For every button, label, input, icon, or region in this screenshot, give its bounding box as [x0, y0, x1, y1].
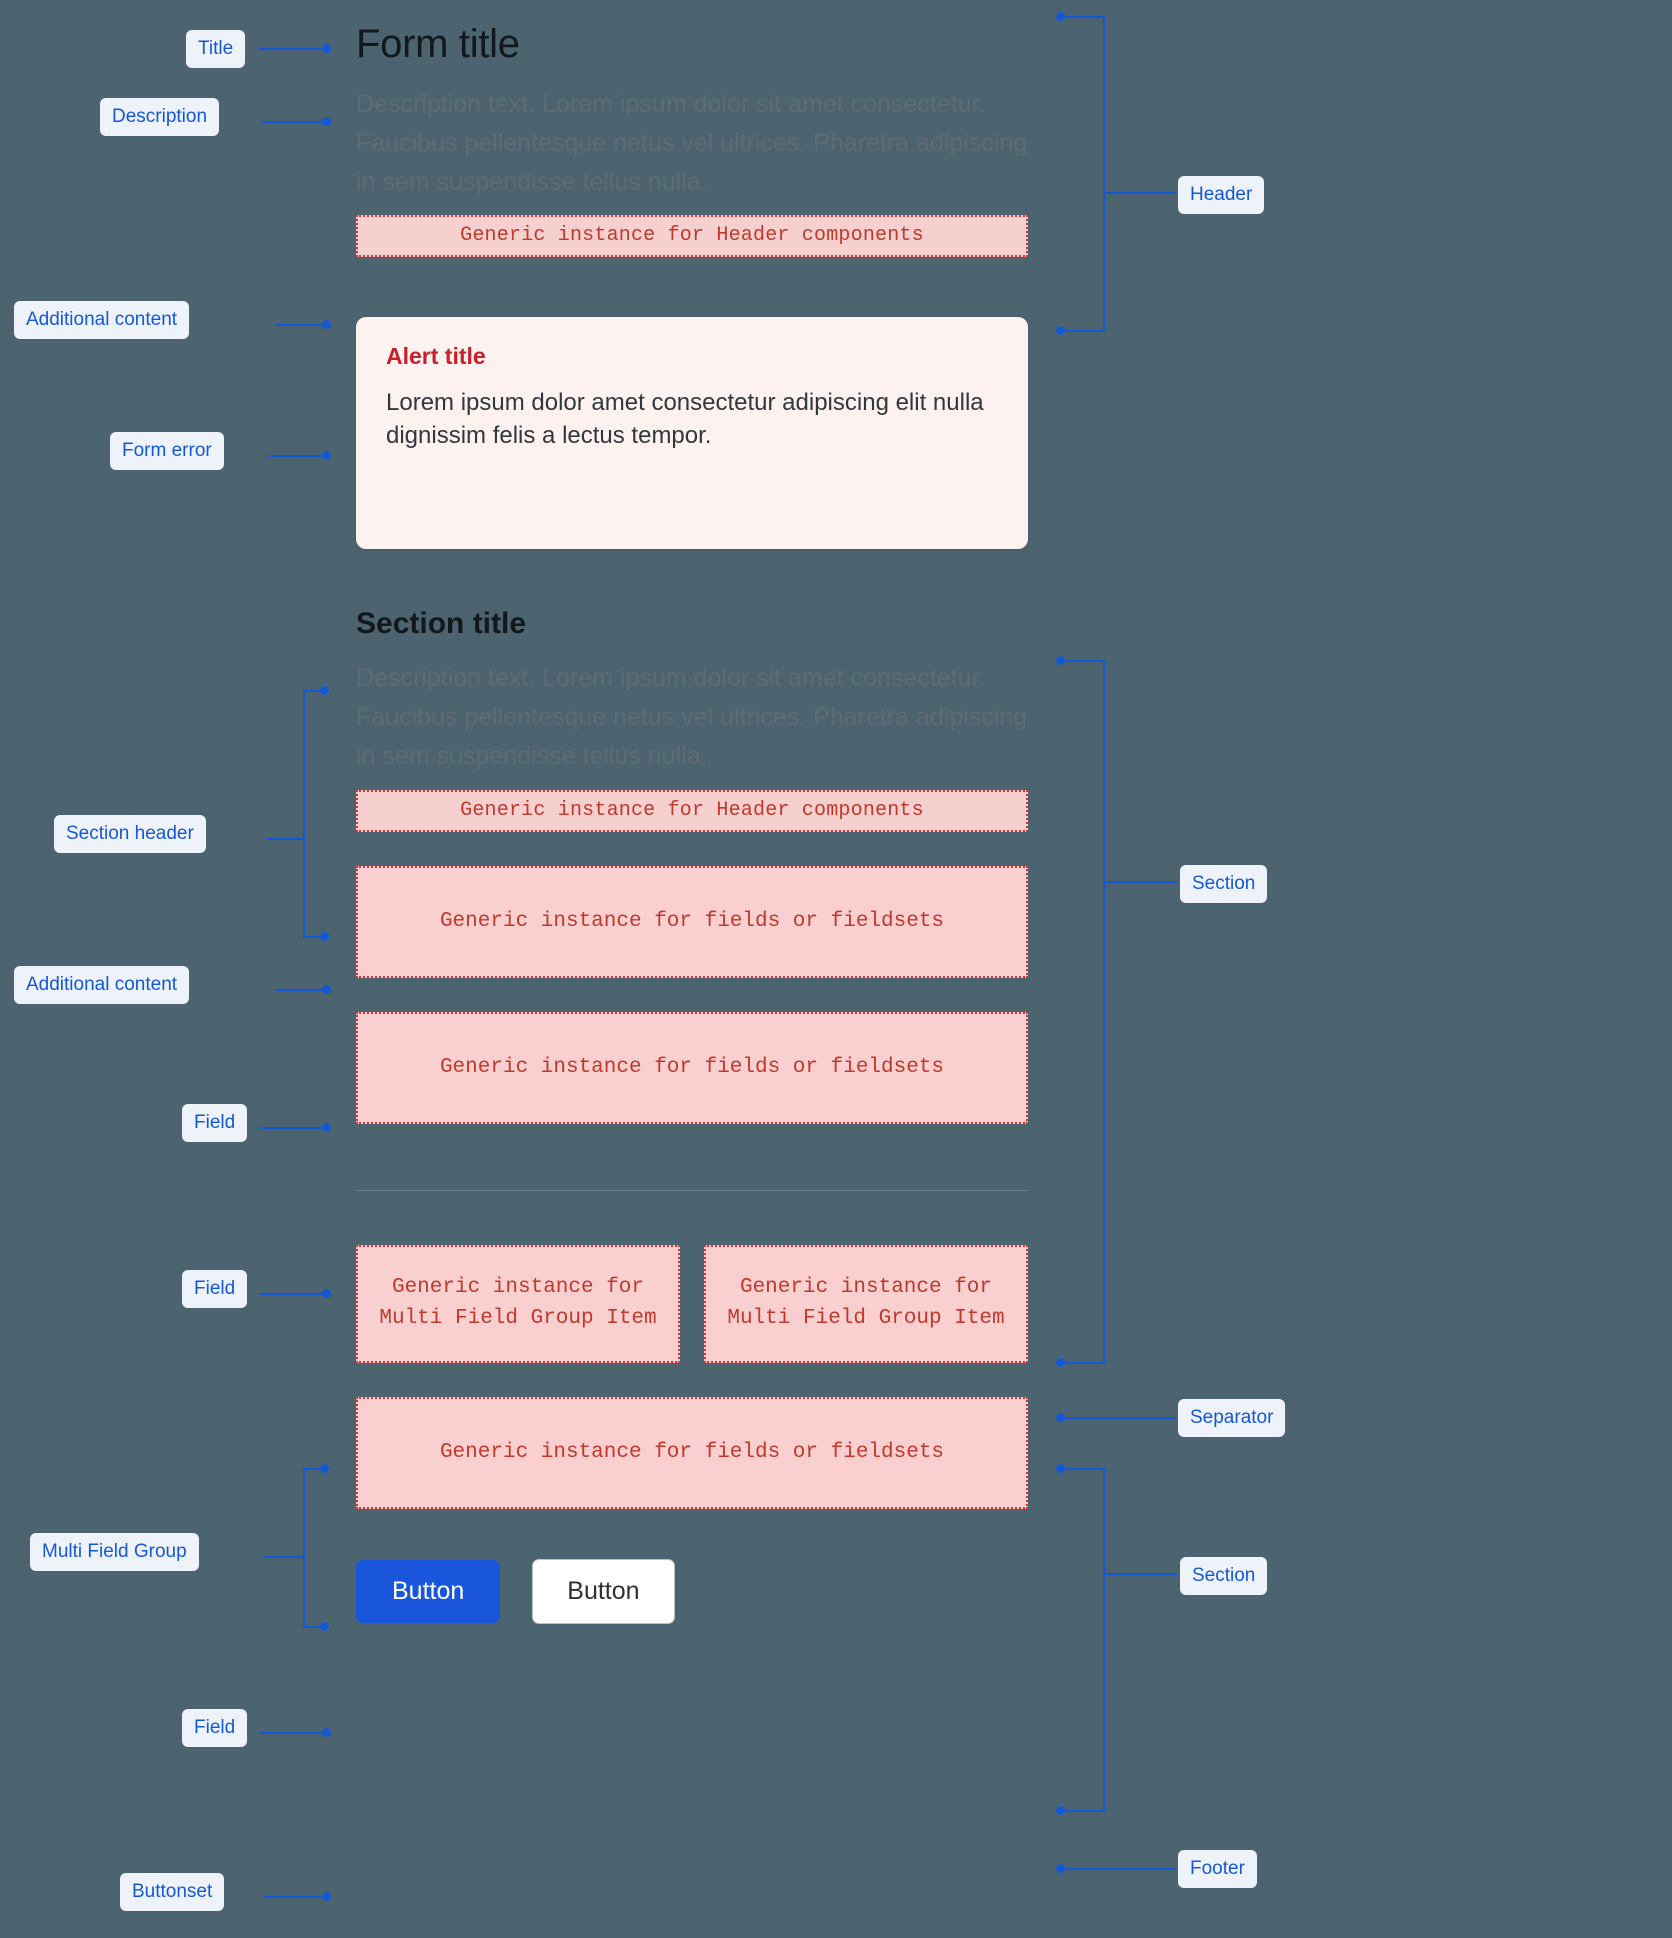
connector-dot-footer	[1056, 1864, 1065, 1873]
connector-header-top	[1060, 16, 1104, 18]
connector-dot-section-header-bottom	[320, 932, 329, 941]
field-placeholder-3[interactable]: Generic instance for fields or fieldsets	[356, 1397, 1028, 1509]
primary-button[interactable]: Button	[356, 1560, 500, 1623]
connector-dot-separator	[1056, 1413, 1065, 1422]
annotation-field-3: Field	[182, 1709, 247, 1747]
connector-dot-title	[322, 44, 331, 53]
connector-description	[262, 121, 328, 123]
connector-header-spine	[1103, 16, 1105, 332]
section-title: Section title	[356, 607, 527, 641]
multi-field-group-item-2[interactable]: Generic instance for Multi Field Group Item	[704, 1245, 1028, 1363]
annotation-separator: Separator	[1178, 1399, 1285, 1437]
connector-title	[258, 48, 328, 50]
annotation-additional-content-2: Additional content	[14, 966, 189, 1004]
connector-dot-section2-bottom	[1056, 1806, 1065, 1815]
connector-dot-field-3	[322, 1728, 331, 1737]
annotation-field-1: Field	[182, 1104, 247, 1142]
connector-field-3	[260, 1732, 328, 1734]
connector-field-2	[260, 1293, 328, 1295]
connector-dot-additional-1	[322, 320, 331, 329]
connector-dot-field-2	[322, 1289, 331, 1298]
alert-title: Alert title	[386, 343, 486, 370]
alert-body: Lorem ipsum dolor amet consectetur adipiscing elit nulla dignissim felis a lectus tempor.	[386, 389, 984, 450]
connector-section2-spine	[1103, 1468, 1105, 1812]
annotation-section-header: Section header	[54, 815, 206, 853]
connector-section2-bottom	[1060, 1810, 1104, 1812]
buttonset	[356, 1559, 1028, 1624]
connector-dot-section2-top	[1056, 1464, 1065, 1473]
field-placeholder-2[interactable]: Generic instance for fields or fieldsets	[356, 1012, 1028, 1124]
annotation-section-1: Section	[1180, 865, 1267, 903]
connector-header-stem	[1104, 192, 1176, 194]
connector-dot-section-header-top	[320, 686, 329, 695]
field-placeholder-1[interactable]: Generic instance for fields or fieldsets	[356, 866, 1028, 978]
annotation-title: Title	[186, 30, 245, 68]
connector-dot-additional-2	[322, 985, 331, 994]
connector-additional-content-2	[276, 989, 328, 991]
form-error-alert	[356, 317, 1028, 549]
annotation-buttonset: Buttonset	[120, 1873, 224, 1911]
form-preview	[356, 0, 1028, 1624]
connector-buttonset	[264, 1896, 328, 1898]
section-additional-content-placeholder: Generic instance for Header components	[356, 790, 1028, 832]
connector-additional-content-1	[276, 324, 328, 326]
page-title: Form title	[356, 22, 520, 66]
connector-field-1	[260, 1127, 328, 1129]
separator	[356, 1190, 1028, 1191]
connector-footer	[1060, 1868, 1176, 1870]
connector-dot-section1-top	[1056, 656, 1065, 665]
annotation-footer: Footer	[1178, 1850, 1257, 1888]
annotation-field-2: Field	[182, 1270, 247, 1308]
connector-dot-form-error	[322, 451, 331, 460]
connector-dot-header-bottom	[1056, 326, 1065, 335]
section-description: Description text. Lorem ipsum dolor sit amet consectetur. Faucibus pellentesque netus vel ultrices. Pharetra adipiscing in sem suspendisse tellus nulla.	[356, 664, 1028, 770]
connector-form-error	[268, 455, 328, 457]
annotation-header: Header	[1178, 176, 1264, 214]
annotation-form-error: Form error	[110, 432, 224, 470]
annotation-description: Description	[100, 98, 219, 136]
connector-section1-bottom	[1060, 1362, 1104, 1364]
connector-dot-mfg-bottom	[320, 1622, 329, 1631]
annotation-additional-content-1: Additional content	[14, 301, 189, 339]
header-additional-content-placeholder: Generic instance for Header components	[356, 215, 1028, 257]
connector-mfg-stem	[264, 1556, 304, 1558]
connector-dot-description	[322, 117, 331, 126]
connector-mfg-spine	[303, 1468, 305, 1628]
connector-section-header-stem	[266, 838, 304, 840]
connector-section1-top	[1060, 660, 1104, 662]
connector-dot-field-1	[322, 1123, 331, 1132]
connector-dot-buttonset	[322, 1892, 331, 1901]
connector-dot-mfg-top	[320, 1464, 329, 1473]
connector-header-bottom	[1060, 330, 1104, 332]
connector-dot-section1-bottom	[1056, 1358, 1065, 1367]
connector-section1-stem	[1104, 881, 1178, 883]
form-description: Description text. Lorem ipsum dolor sit amet consectetur. Faucibus pellentesque netus vel ultrices. Pharetra adipiscing in sem suspendisse tellus nulla.	[356, 90, 1028, 196]
multi-field-group-item-1[interactable]: Generic instance for Multi Field Group Item	[356, 1245, 680, 1363]
connector-dot-header-top	[1056, 12, 1065, 21]
connector-section2-stem	[1104, 1573, 1178, 1575]
annotation-multi-field-group: Multi Field Group	[30, 1533, 199, 1571]
secondary-button[interactable]: Button	[532, 1559, 674, 1624]
connector-section-header-spine	[303, 690, 305, 938]
connector-section2-top	[1060, 1468, 1104, 1470]
multi-field-group	[356, 1245, 1028, 1363]
annotation-section-2: Section	[1180, 1557, 1267, 1595]
connector-separator	[1060, 1417, 1176, 1419]
connector-section1-spine	[1103, 660, 1105, 1364]
